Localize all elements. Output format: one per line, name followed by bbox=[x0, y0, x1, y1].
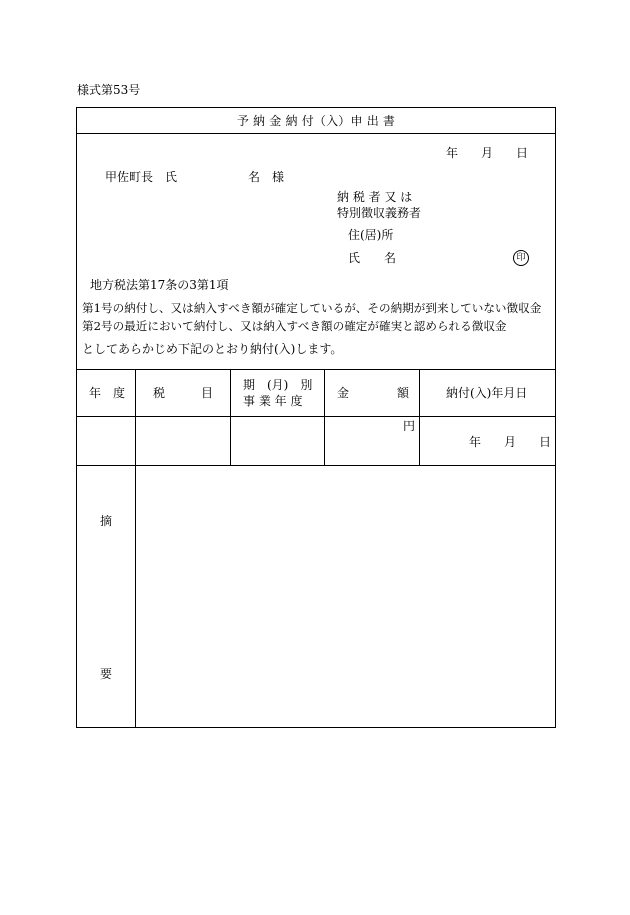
header-amount: 金 額 bbox=[337, 386, 410, 400]
title-divider bbox=[77, 133, 555, 134]
pay-date-month: 月 bbox=[504, 435, 517, 449]
pay-date-year: 年 bbox=[469, 435, 482, 449]
col-divider-2 bbox=[230, 369, 231, 466]
header-pay-date: 納付(入)年月日 bbox=[446, 386, 528, 400]
header-tax-item: 税 目 bbox=[153, 386, 214, 400]
body-line-3: としてあらかじめ下記のとおり納付(入)します。 bbox=[82, 342, 343, 356]
table-top-rule bbox=[77, 369, 555, 370]
remarks-divider bbox=[135, 465, 136, 727]
remarks-char-2: 要 bbox=[100, 667, 113, 681]
col-divider-4 bbox=[419, 369, 420, 466]
col-divider-1 bbox=[135, 369, 136, 466]
body-line-1: 第1号の納付し、又は納入すべき額が確定しているが、その納期が到来していない徴収金 bbox=[82, 301, 542, 315]
name-label: 氏 名 bbox=[348, 251, 397, 265]
seal-icon: 印 bbox=[513, 250, 529, 266]
law-reference: 地方税法第17条の3第1項 bbox=[90, 278, 229, 292]
form-title: 予 納 金 納 付（入）申 出 書 bbox=[236, 114, 396, 128]
addressee-mayor: 甲佐町長 氏 bbox=[105, 170, 178, 184]
col-divider-3 bbox=[324, 369, 325, 466]
taxpayer-label-line2: 特別徴収義務者 bbox=[337, 206, 422, 220]
taxpayer-label-line1: 納 税 者 又 は bbox=[337, 190, 413, 204]
pay-date-day: 日 bbox=[539, 435, 552, 449]
address-label: 住(居)所 bbox=[348, 228, 394, 242]
amount-yen-unit: 円 bbox=[403, 419, 416, 433]
body-line-2: 第2号の最近において納付し、又は納入すべき額の確定が確実と認められる徴収金 bbox=[82, 319, 507, 333]
date-day-label: 日 bbox=[516, 146, 529, 160]
table-header-rule bbox=[77, 416, 555, 417]
form-frame bbox=[76, 107, 556, 728]
addressee-name-sama: 名 様 bbox=[248, 170, 285, 184]
remarks-top-rule bbox=[77, 465, 555, 466]
header-year: 年 度 bbox=[89, 386, 126, 400]
date-month-label: 月 bbox=[481, 146, 494, 160]
header-period-line1: 期 (月) 別 bbox=[243, 378, 313, 392]
form-number: 様式第53号 bbox=[77, 83, 141, 97]
remarks-char-1: 摘 bbox=[100, 514, 113, 528]
date-year-label: 年 bbox=[446, 146, 459, 160]
header-period-line2: 事 業 年 度 bbox=[243, 394, 303, 408]
